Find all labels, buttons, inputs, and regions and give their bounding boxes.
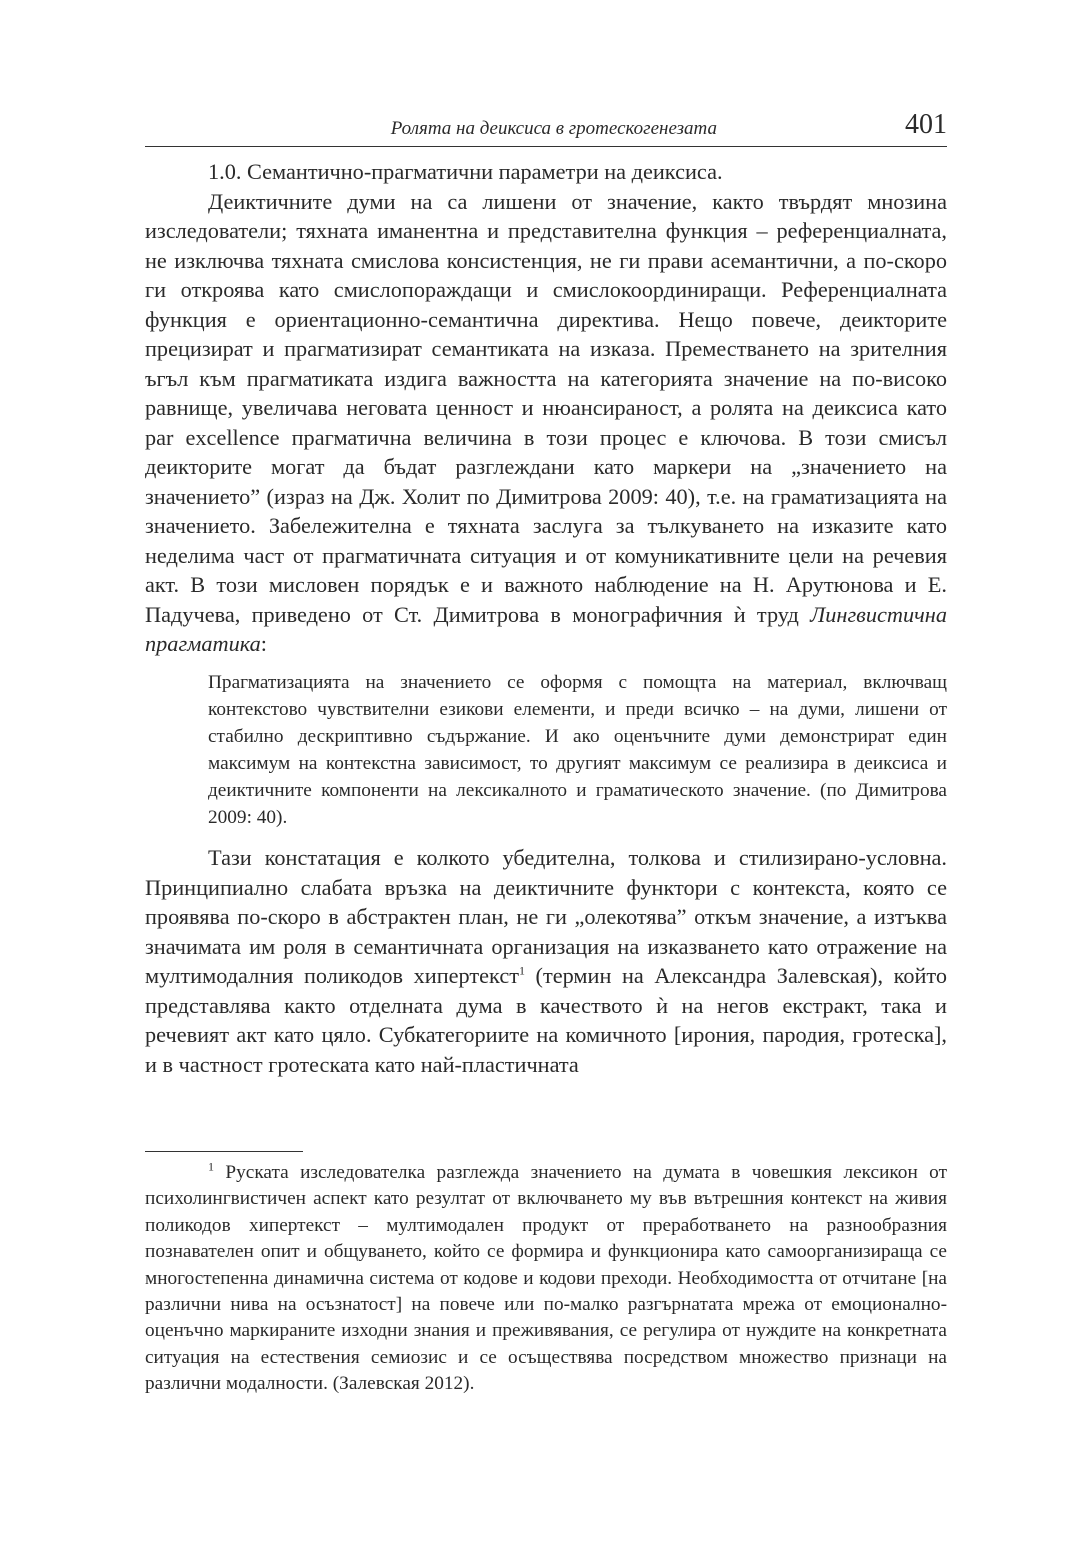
footnote-mark: 1 <box>208 1159 214 1174</box>
block-quote-text: Прагматизацията на значението се оформя с помощта на материал, включващ контекстово чувствителни езикови елементи, и преди всичко – на думи, лишени от стабилно дескриптивно съдържание. И ако оценъчните думи демонстрират един максимум на контекстна зависимост, то другият максимум се реализира в деиксиса и деиктичните компоненти на лексикалното и граматическото значение. (по Димитрова 2009: 40). <box>208 672 947 828</box>
block-quote <box>208 669 947 831</box>
main-text-top <box>145 157 947 659</box>
paragraph-1-text: Деиктичните думи на са лишени от значение, както твърдят мнозина изследователи; тяхната иманентна и представителна функция – референциалната, не изключва тяхната смислова консистенция, не ги прави асемантични, а по-скоро ги откроява като смислопораждащи и смислокоординиращи. Референциалната функция е ориентационно-семантична директива. Нещо повече, деикторите прецизират и прагматизират семантиката на изказа. Преместването на зрителния ъгъл към прагматиката издига важността на категорията значение на по-високо равнище, увеличава неговата ценност и нюансираност, а ролята на деиксиса като par excellence прагматична величина в този процес е ключова. В този смисъл деикторите могат да бъдат разглеждани като маркери на „значението на значението” (израз на Дж. Холит по Димитрова 2009: 40), т.е. на граматизацията на значението. Забележителна е тяхната заслуга за тълкуването на изказите като неделима част от прагматичната ситуация и от комуникативните цели на речевия акт. В този мисловен порядък е и важното наблюдение на Н. Арутюнова и Е. Падучева, приведено от Ст. Димитрова в монографичния ѝ труд <box>145 188 947 627</box>
paragraph-2-continuation: (термин на Александра Залевская), който представлява както отделната дума в качеството ѝ на негов екстракт, така и речевият акт като цяло. Субкатегориите на комичното [ирония, пародия, гротеска], и в частност гротеската като най-пластичната <box>145 963 947 1077</box>
footnote-text: Руската изследователка разглежда значението на думата в човешкия лексикон от психолингвистичен аспект като резултат от включването му във вътрешния контекст на живия поликодов хипертекст – мултимодален продукт от преработването на разнообразния познавателен опит и общуването, който се формира и функционира като самоорганизираща се многостепенна динамична система от кодове и кодови преходи. Необходимостта от отчитане [на различни нива на осъзнатост] на повече или по-малко разгърнатата мрежа от емоционално-оценъчно маркираните изходни знания и преживявания, се регулира от нуждите на конкретната ситуация на естествения семиозис и се осъществява посредством множество признаци на различни модалности. (Залевская 2012). <box>145 1162 947 1395</box>
paragraph-2 <box>145 843 947 1079</box>
section-heading: 1.0. Семантично-прагматични параметри на деиксиса. <box>208 159 723 184</box>
main-text-bottom <box>145 843 947 1079</box>
footnote <box>145 1160 947 1398</box>
paragraph-2-text: Тази констатация е колкото убедителна, толкова и стилизирано-условна. Принципиално слабата връзка на деиктичните функтори с контекста, която се проявява по-скоро в абстрактен план, не ги „олекотява” откъм значение, а изтъква значимата им роля в семантичната организация на изказването като отражение на мултимодалния поликодов хипертекст <box>145 845 947 988</box>
paragraph-1-end: : <box>260 631 267 656</box>
footnote-divider <box>145 1151 303 1152</box>
footnote-paragraph <box>145 1160 947 1398</box>
running-title: Ролята на деиксиса в гротескогенезата <box>390 118 717 139</box>
book-title: Лингвистична прагматика <box>145 601 947 656</box>
paragraph-1 <box>145 187 947 659</box>
footnote-reference[interactable]: 1 <box>518 963 525 978</box>
running-header <box>145 109 947 147</box>
page-number: 401 <box>905 109 947 140</box>
